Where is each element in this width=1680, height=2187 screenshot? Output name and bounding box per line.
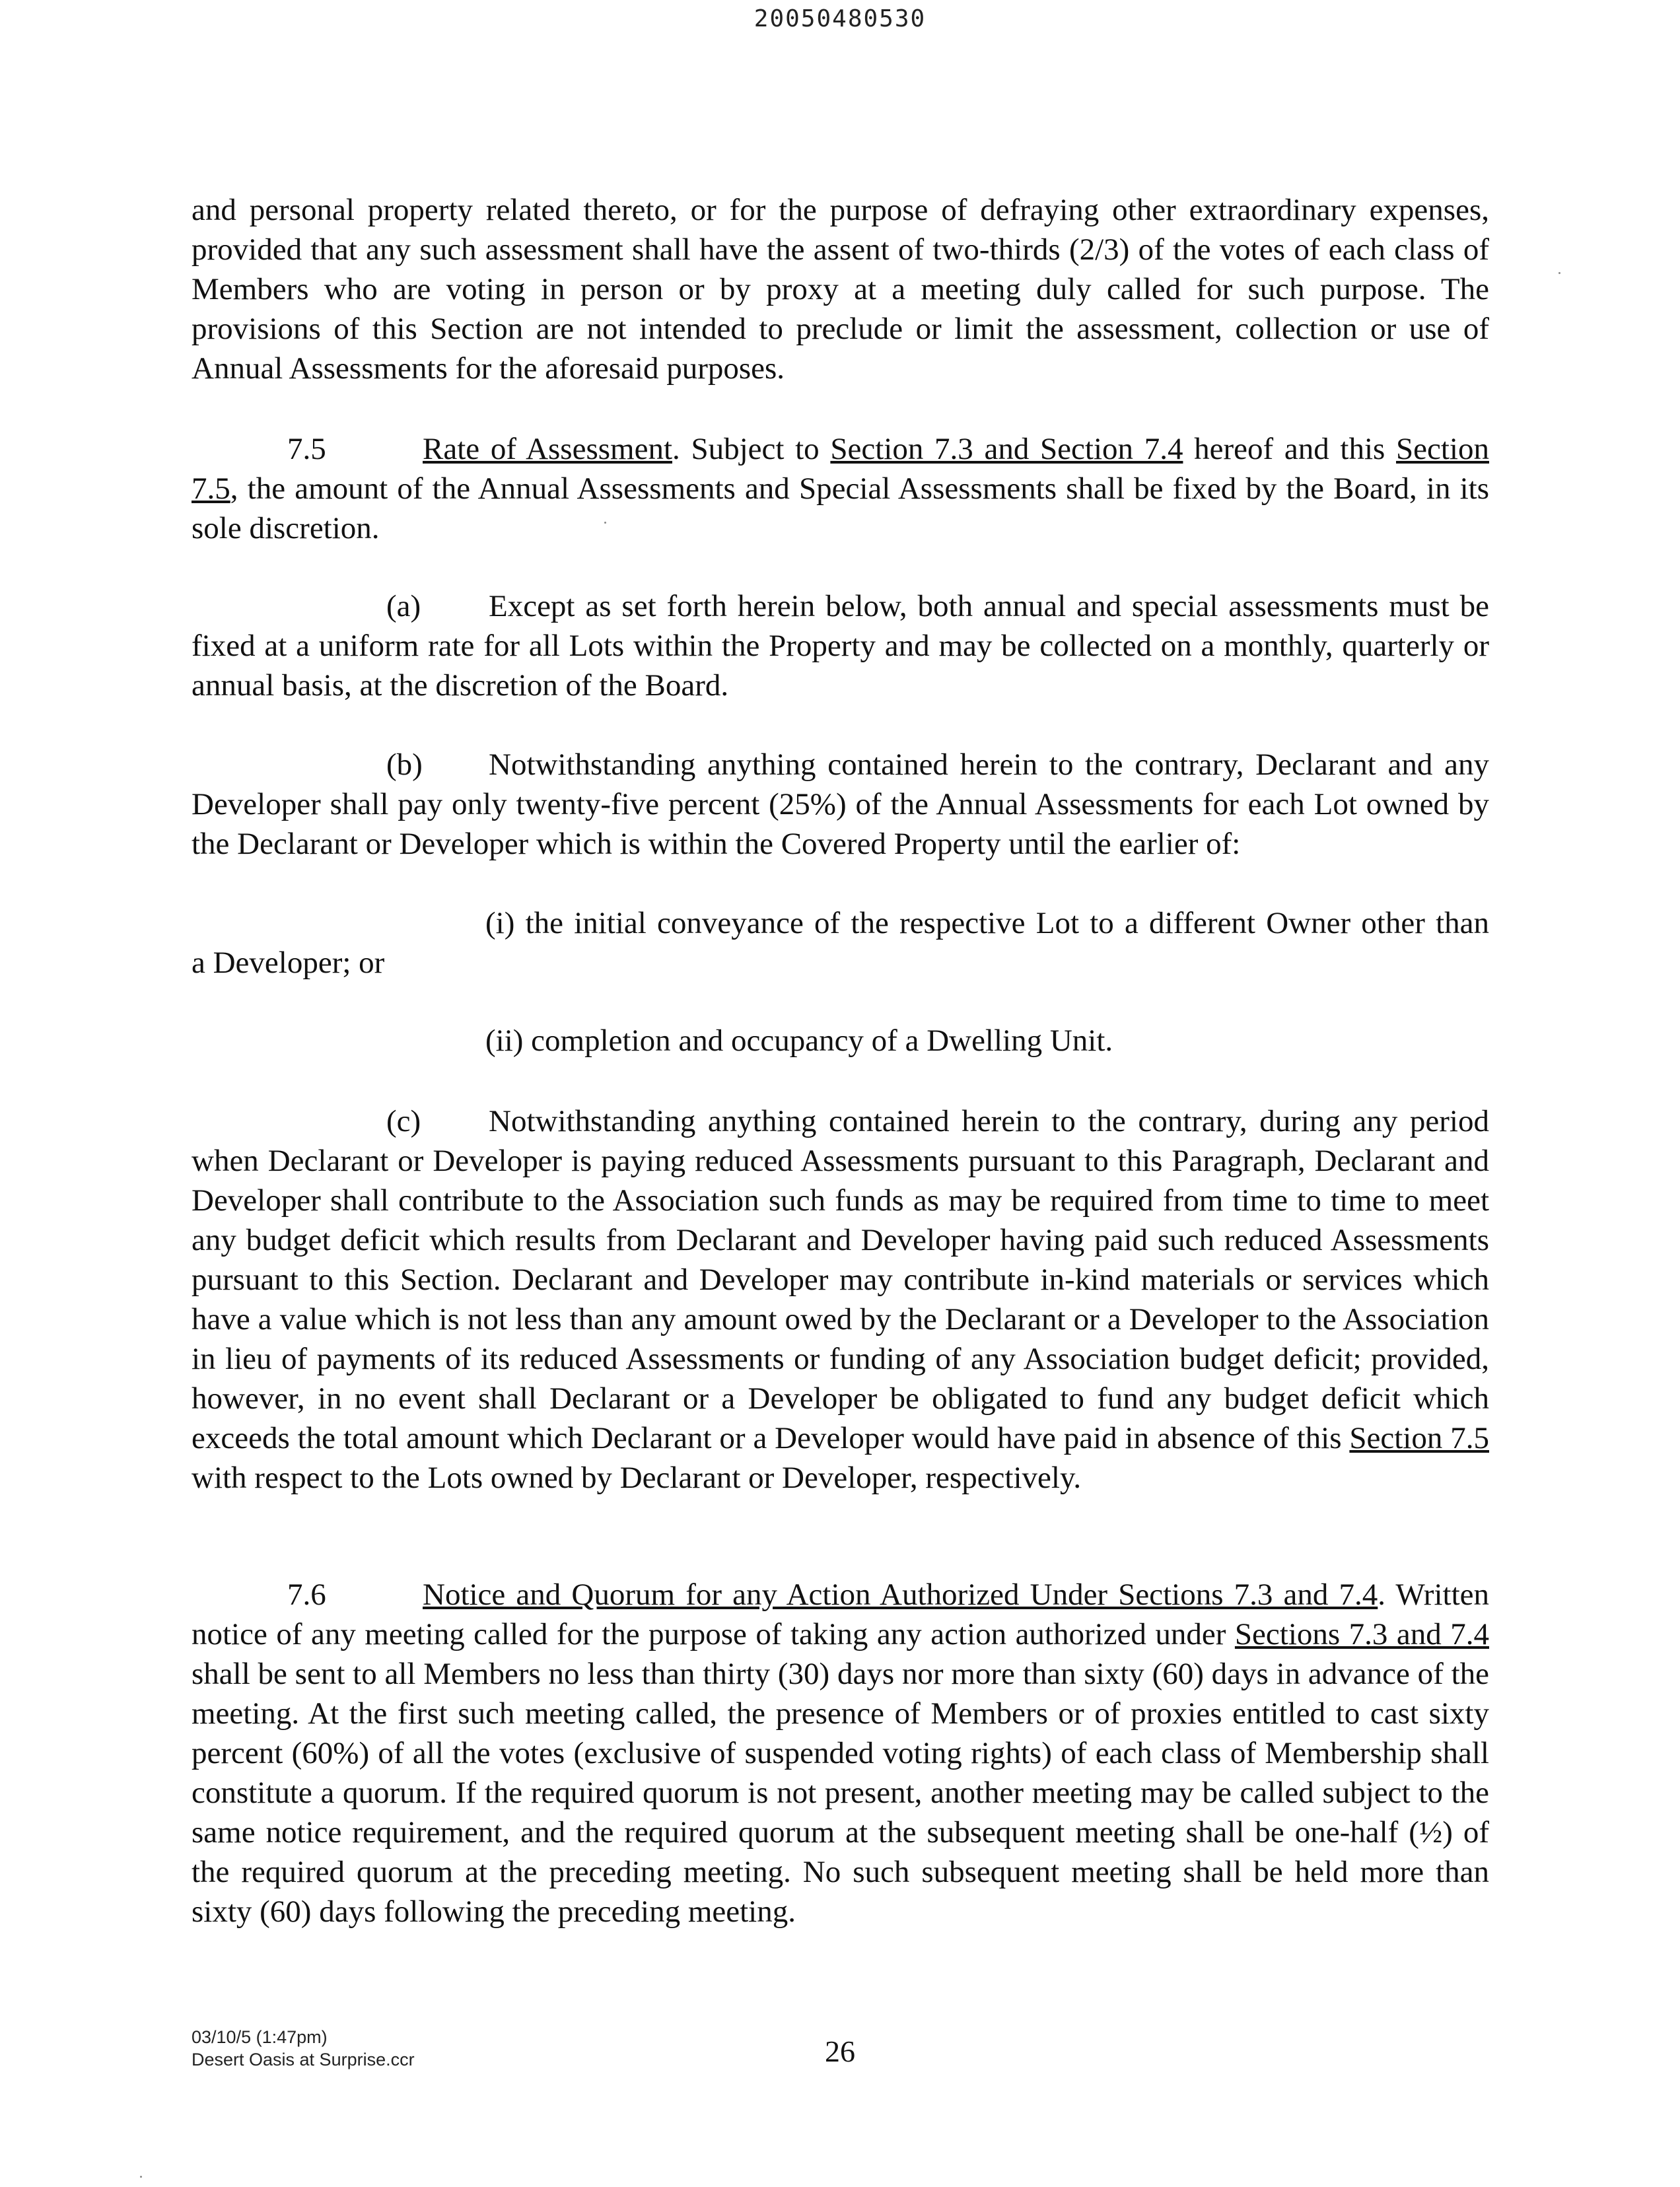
paragraph-text: Notwithstanding anything contained herein to the contrary, Declarant and any Developer shall pay only twenty-five percent (25%) of the Annual Assessments for each Lot owned by the Declarant or Developer which is within the Covered Property until the earlier of: — [192, 747, 1489, 861]
subparagraph-i-line2: a Developer; or — [192, 946, 385, 980]
subparagraph-i-line1: (i) the initial conveyance of the respective Lot to a different Owner other than — [485, 906, 1489, 940]
paragraph-a — [192, 586, 1489, 705]
section-reference: Section 7.5 — [1349, 1421, 1489, 1455]
section-text: hereof and this — [1183, 432, 1397, 466]
paragraph-intro — [192, 190, 1489, 388]
paragraph-label: (c) — [386, 1104, 421, 1138]
section-reference: Sections 7.3 and 7.4 — [1234, 1617, 1489, 1651]
section-text: . Subject to — [672, 432, 831, 466]
section-text: shall be sent to all Members no less than thirty (30) days nor more than sixty (60) days in advance of the meeting. At the first such meeting called, the presence of Members or of proxies entitled to cast sixty percent (60%) of all the votes (exclusive of suspended voting rights) of each class of Membership shall constitute a quorum. If the required quorum is not present, another meeting may be called subject to the same notice requirement, and the required quorum at the subsequent meeting shall be one-half (½) of the required quorum at the preceding meeting. No such subsequent meeting shall be held more than sixty (60) days following the preceding meeting. — [192, 1657, 1489, 1929]
paragraph-text: Notwithstanding anything contained herein to the contrary, during any period when Declarant or Developer is paying reduced Assessments pursuant to this Paragraph, Declarant and Developer shall contribute to the Association such funds as may be required from time to time to meet any budget deficit which results from Declarant and Developer having paid such reduced Assessments pursuant to this Section. Declarant and Developer may contribute in-kind materials or services which have a value which is not less than any amount owed by the Declarant or a Developer to the Association in lieu of payments of its reduced Assessments or funding of any Association budget deficit; provided, however, in no event shall Declarant or a Developer be obligated to fund any budget deficit which exceeds the total amount which Declarant or a Developer would have paid in absence of this — [192, 1104, 1489, 1455]
document-number: 20050480530 — [753, 5, 927, 32]
subparagraph-ii-text: (ii) completion and occupancy of a Dwelling Unit. — [485, 1024, 1113, 1058]
paragraph-text: Except as set forth herein below, both annual and special assessments must be fixed at a uniform rate for all Lots within the Property and may be collected on a monthly, quarterly or annual basis, at the discretion of the Board. — [192, 589, 1489, 703]
section-7-5 — [192, 429, 1489, 548]
footer-filename: Desert Oasis at Surprise.ccr — [192, 2050, 415, 2069]
section-text: , the amount of the Annual Assessments and Special Assessments shall be fixed by the Board, in its sole discretion. — [192, 471, 1489, 545]
section-reference: Section 7.5 — [192, 432, 1489, 506]
section-heading: Notice and Quorum for any Action Authorized Under Sections 7.3 and 7.4 — [423, 1578, 1378, 1612]
scan-speck — [604, 522, 606, 524]
footer-timestamp: 03/10/5 (1:47pm) — [192, 2027, 328, 2047]
section-heading: Rate of Assessment — [423, 432, 673, 466]
section-number: 7.5 — [287, 432, 326, 466]
paragraph-label: (a) — [386, 589, 421, 623]
subparagraph-ii — [192, 1021, 1489, 1060]
paragraph-intro-text: and personal property related thereto, or for the purpose of defraying other extraordinary expenses, provided that any such assessment shall have the assent of two-thirds (2/3) of the votes of each class of Members who are voting in person or by proxy at a meeting duly called for such purpose. The provisions of this Section are not intended to preclude or limit the assessment, collection or use of Annual Assessments for the aforesaid purposes. — [192, 193, 1489, 386]
scan-speck — [1558, 272, 1560, 274]
section-number: 7.6 — [287, 1578, 326, 1612]
section-text: . Written notice of any meeting called for the purpose of taking any action authorized under — [192, 1578, 1489, 1651]
footer-info — [192, 2026, 415, 2071]
paragraph-text: with respect to the Lots owned by Declarant or Developer, respectively. — [192, 1461, 1082, 1495]
subparagraph-i — [192, 903, 1489, 983]
section-reference: Section 7.3 and Section 7.4 — [830, 432, 1183, 466]
paragraph-c — [192, 1101, 1489, 1498]
paragraph-b — [192, 745, 1489, 864]
section-7-6 — [192, 1575, 1489, 1931]
paragraph-label: (b) — [386, 747, 423, 782]
page-number: 26 — [825, 2034, 855, 2068]
scan-speck — [140, 2176, 142, 2178]
